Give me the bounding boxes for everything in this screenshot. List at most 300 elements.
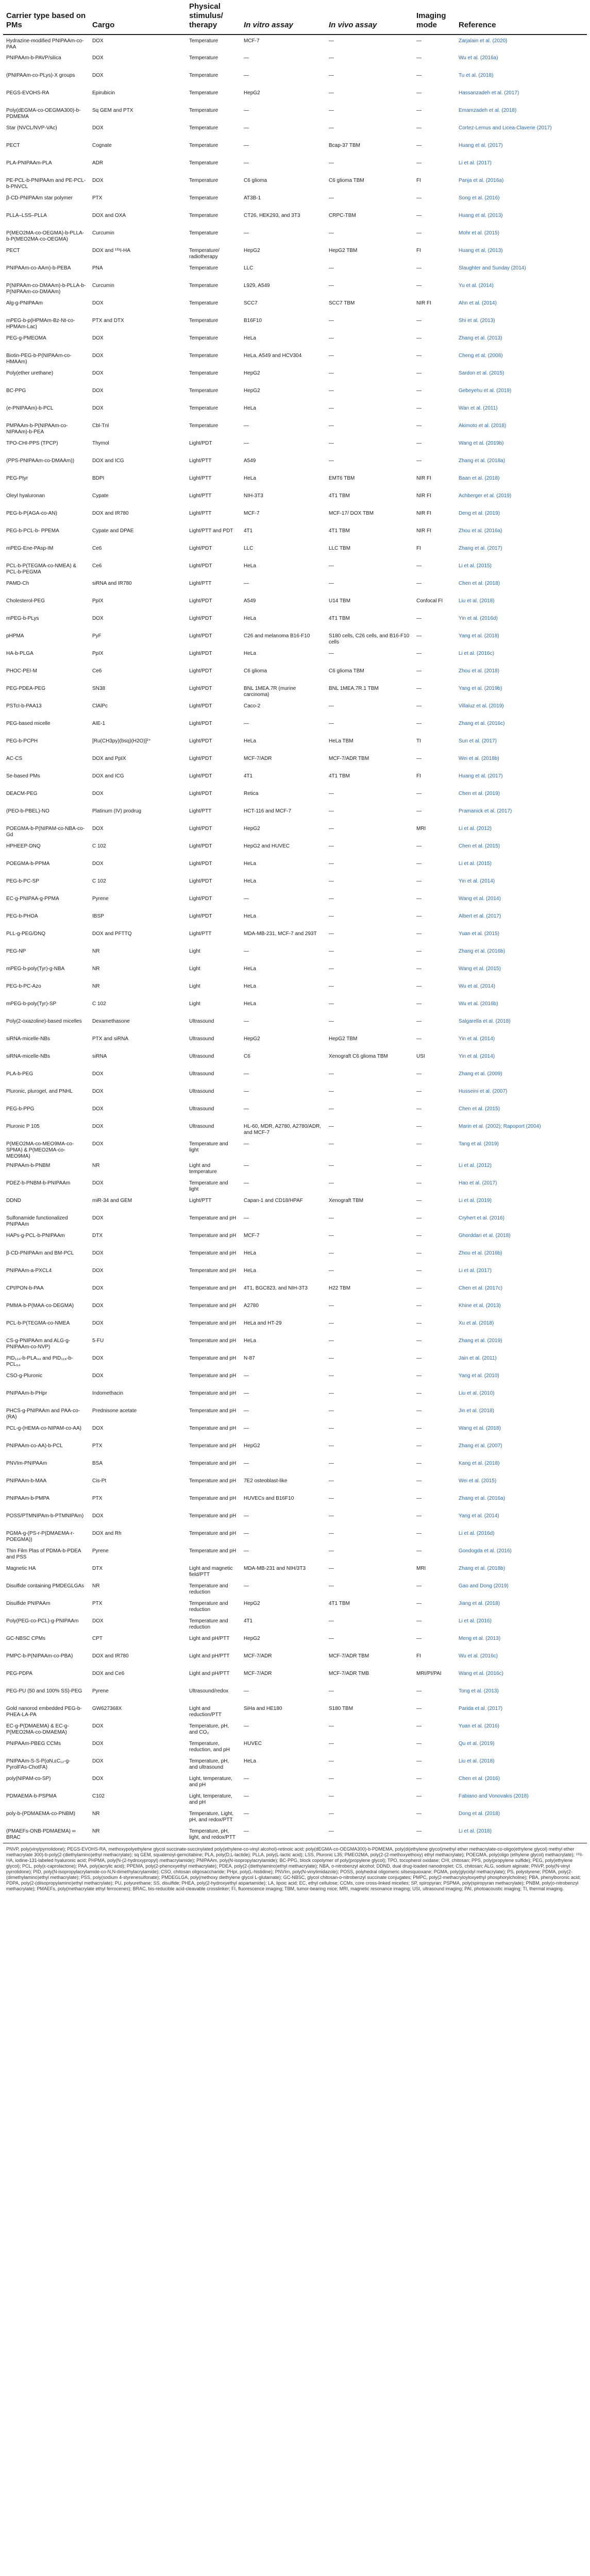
cell-imaging: — [416, 335, 422, 341]
cell-in-vivo: BNL 1MEA.7R.1 TBM [329, 686, 379, 691]
cell-cargo: DOX [92, 1373, 104, 1379]
cell-in-vivo: C6 glioma TBM [329, 668, 364, 674]
cell-cargo: PTX and DTX [92, 318, 124, 324]
cell-cargo: DOX [92, 1089, 104, 1094]
cell-reference[interactable]: Cheng et al. (2008) [459, 353, 503, 359]
cell-stimulus: Temperature and pH [189, 1233, 237, 1239]
cell-reference[interactable]: Khine et al. (2013) [459, 1303, 501, 1309]
cell-in-vivo: — [329, 721, 334, 726]
cell-cargo: DOX [92, 178, 104, 183]
table-row [3, 1650, 587, 1668]
cell-in-vivo: — [329, 1618, 334, 1624]
cell-imaging: FI [416, 178, 421, 183]
cell-reference[interactable]: Mohr et al. (2015) [459, 230, 499, 236]
cell-in-vivo: Xenograft C6 glioma TBM [329, 1054, 388, 1059]
cell-in-vitro: Capan-1 and CD18/HPAF [244, 1198, 303, 1204]
cell-cargo: PTX and siRNA [92, 1036, 129, 1042]
cell-stimulus: Ultrasound [189, 1019, 214, 1024]
cell-in-vitro: — [244, 1163, 249, 1168]
table-header [3, 0, 587, 35]
cell-reference[interactable]: Zhou et al. (2018) [459, 668, 499, 674]
cell-carrier: P(MEO2MA-co-MEO9MA-co-SPMA) & P(MEO2MA-co-MEO9MA) [6, 1141, 74, 1159]
cell-cargo: IBSP [92, 913, 104, 919]
cell-imaging: FI [416, 1653, 421, 1659]
header-reference: Reference [456, 0, 587, 35]
cell-reference[interactable]: Emamzadeh et al. (2018) [459, 108, 517, 113]
cell-reference[interactable]: Yin et al. (2016d) [459, 616, 498, 621]
cell-imaging: — [416, 1198, 422, 1204]
cell-reference[interactable]: Zhang et al. (2016c) [459, 721, 505, 726]
cell-carrier: PEG-PDEA-PEG [6, 686, 46, 691]
cell-reference[interactable]: Zhang et al. (2019) [459, 1338, 502, 1344]
cell-cargo: DOX [92, 791, 104, 796]
cell-in-vitro: — [244, 1461, 249, 1466]
cell-imaging: — [416, 1106, 422, 1112]
table-row [3, 788, 587, 805]
cell-stimulus: Temperature and pH [189, 1303, 237, 1309]
cell-cargo: DOX [92, 1250, 104, 1256]
cell-in-vitro: — [244, 1548, 249, 1554]
cell-reference[interactable]: Tang et al. (2019) [459, 1141, 499, 1147]
cell-cargo: DOX and Rh [92, 1531, 122, 1536]
cell-cargo: DOX [92, 353, 104, 359]
cell-reference[interactable]: Wu et al. (2014) [459, 984, 495, 989]
cell-reference[interactable]: Liu et al. (2018) [459, 1758, 495, 1764]
cell-in-vitro: HeLa [244, 913, 256, 919]
cell-reference[interactable]: Huang et al. (2013) [459, 213, 503, 218]
cell-carrier: siRNA-micelle-NBs [6, 1036, 50, 1042]
cell-in-vitro: — [244, 1811, 249, 1817]
table-row [3, 1387, 587, 1405]
cell-stimulus: Light/PTT [189, 476, 212, 481]
cell-reference[interactable]: Zhou et al. (2016a) [459, 528, 502, 534]
cell-carrier: PEG-b-PC-Azo [6, 984, 41, 989]
cell-reference[interactable]: Li et al. (2016) [459, 1618, 492, 1624]
cell-stimulus: Temperature [189, 388, 218, 394]
cell-stimulus: Light and pH/PTT [189, 1636, 230, 1641]
cell-in-vivo: MCF-7/ADR TMB [329, 1671, 369, 1676]
table-row [3, 140, 587, 157]
cell-reference[interactable]: Gebeyehu et al. (2019) [459, 388, 512, 394]
cell-in-vivo: — [329, 265, 334, 271]
cell-reference[interactable]: Huang et al. (2013) [459, 248, 503, 253]
cell-carrier: mPEG-b-p(HPMAm-Bz-Nt-co-HPMAm-Lac) [6, 318, 75, 330]
cell-reference[interactable]: Li et al. (2019) [459, 1198, 492, 1204]
cell-reference[interactable]: Zarjalain et al. (2020) [459, 38, 508, 44]
cell-stimulus: Temperature and pH [189, 1478, 237, 1484]
cell-carrier: Star (NVCL/NVP-VAc) [6, 125, 57, 131]
cell-reference[interactable]: Deng et al. (2019) [459, 511, 500, 516]
cell-in-vitro: BNL 1MEA.7R (murine carcinoma) [244, 686, 296, 698]
cell-cargo: DTX [92, 1233, 103, 1239]
table-row [3, 595, 587, 613]
cell-reference[interactable]: Yang et al. (2014) [459, 1513, 499, 1519]
cell-stimulus: Light [189, 948, 200, 954]
cell-stimulus: Temperature [189, 195, 218, 201]
table-row [3, 1352, 587, 1370]
table-row [3, 1282, 587, 1300]
cell-reference[interactable]: Li et al. (2015) [459, 563, 492, 569]
cell-in-vitro: HUVECs and B16F10 [244, 1496, 294, 1501]
cell-reference[interactable]: Dong et al. (2018) [459, 1811, 500, 1817]
cell-in-vitro: 4T1, BGC823, and NIH-3T3 [244, 1285, 308, 1291]
cell-in-vivo: — [329, 38, 334, 44]
cell-cargo: DOX [92, 616, 104, 621]
cell-stimulus: Temperature [189, 125, 218, 131]
cell-reference[interactable]: Li et al. (2016d) [459, 1531, 495, 1536]
cell-reference[interactable]: Huang et al. (2017) [459, 773, 503, 779]
table-row [3, 1703, 587, 1720]
cell-imaging: — [416, 878, 422, 884]
cell-in-vivo: H22 TBM [329, 1285, 351, 1291]
cell-reference[interactable]: Li et al. (2017) [459, 1268, 492, 1274]
cell-reference[interactable]: Baan et al. (2018) [459, 476, 500, 481]
table-row [3, 1335, 587, 1352]
cell-reference[interactable]: Li et al. (2018) [459, 1828, 492, 1834]
cell-reference[interactable]: Liu et al. (2018) [459, 598, 495, 604]
cell-reference[interactable]: Marin et al. (2002); Rapoport (2004) [459, 1124, 541, 1129]
cell-reference[interactable]: Chen et al. (2019) [459, 791, 500, 796]
cell-stimulus: Temperature [189, 423, 218, 429]
cell-stimulus: Light/PDT [189, 546, 212, 551]
header-stimulus: Physical stimulus/ therapy [186, 0, 241, 35]
cell-reference[interactable]: Shi et al. (2013) [459, 318, 495, 324]
cell-reference[interactable]: Albert et al. (2017) [459, 913, 501, 919]
cell-in-vivo: — [329, 1141, 334, 1147]
table-row [3, 1720, 587, 1738]
cell-imaging: — [416, 1355, 422, 1361]
cell-imaging: — [416, 1636, 422, 1641]
cell-in-vivo: — [329, 826, 334, 832]
table-row [3, 1033, 587, 1050]
cell-reference[interactable]: Wu et al. (2016c) [459, 1653, 498, 1659]
cell-cargo: Pyrene [92, 1548, 109, 1554]
cell-cargo: Pyrene [92, 1688, 109, 1694]
cell-imaging: — [416, 1496, 422, 1501]
cell-in-vivo: — [329, 931, 334, 937]
cell-reference[interactable]: Yin et al. (2014) [459, 1036, 495, 1042]
table-row [3, 525, 587, 543]
cell-stimulus: Temperature, Light, pH, and redox/PTT [189, 1811, 234, 1823]
cell-reference[interactable]: Yang et al. (2010) [459, 1373, 499, 1379]
cell-stimulus: Light/PTT [189, 1198, 212, 1204]
cell-in-vivo: — [329, 1478, 334, 1484]
cell-reference[interactable]: Panja et al. (2016a) [459, 178, 504, 183]
cell-in-vivo: — [329, 948, 334, 954]
cell-reference[interactable]: Zhang et al. (2016b) [459, 948, 505, 954]
cell-reference[interactable]: Hassanzadeh et al. (2017) [459, 90, 519, 96]
cell-carrier: PNIPAAm-b-PMPA [6, 1496, 50, 1501]
cell-reference[interactable]: Chen et al. (2015) [459, 1106, 500, 1112]
cell-in-vivo: — [329, 703, 334, 709]
cell-reference[interactable]: Zhang et al. (2009) [459, 1071, 502, 1077]
cell-reference[interactable]: Slaughter and Sunday (2014) [459, 265, 526, 271]
cell-reference[interactable]: Wu et al. (2016b) [459, 1001, 498, 1007]
cell-in-vivo: — [329, 230, 334, 236]
cell-cargo: PyF [92, 633, 102, 639]
cell-reference[interactable]: Li et al. (2012) [459, 826, 492, 832]
cell-carrier: Sulfonamide functionalized PNIPAAm [6, 1215, 68, 1227]
cell-reference[interactable]: Wu et al. (2016a) [459, 55, 498, 61]
cell-reference[interactable]: Salgarella et al. (2018) [459, 1019, 511, 1024]
table-body [3, 35, 587, 1843]
cell-stimulus: Light/PDT [189, 598, 212, 604]
cell-reference[interactable]: Tong et al. (2013) [459, 1688, 499, 1694]
cell-cargo: DOX [92, 1426, 104, 1431]
cell-reference[interactable]: Zhang et al. (2018b) [459, 1566, 505, 1571]
cell-stimulus: Light/PDT [189, 861, 212, 867]
cell-imaging: — [416, 1601, 422, 1606]
cell-in-vitro: — [244, 55, 249, 61]
cell-stimulus: Temperature and pH [189, 1496, 237, 1501]
cell-reference[interactable]: Gao and Dong (2019) [459, 1583, 509, 1589]
cell-reference[interactable]: Jain et al. (2011) [459, 1355, 497, 1361]
cell-cargo: Cis-Pt [92, 1478, 107, 1484]
cell-imaging: — [416, 1233, 422, 1239]
cell-carrier: Thin Film Plas of PDMA-b-PDEA and PSS [6, 1548, 81, 1560]
cell-imaging: — [416, 1019, 422, 1024]
cell-reference[interactable]: Pramanick et al. (2017) [459, 808, 512, 814]
table-row [3, 1668, 587, 1685]
cell-in-vivo: — [329, 1531, 334, 1536]
cell-in-vivo: — [329, 878, 334, 884]
cell-reference[interactable]: Chen et al. (2017c) [459, 1285, 503, 1291]
cell-imaging: — [416, 160, 422, 166]
table-row [3, 1160, 587, 1177]
cell-imaging: — [416, 1268, 422, 1274]
cell-in-vivo: SCC7 TBM [329, 300, 355, 306]
cell-in-vivo: LLC TBM [329, 546, 351, 551]
cell-reference[interactable]: Zhang et al. (2013) [459, 335, 502, 341]
table-row [3, 753, 587, 770]
cell-carrier: PNIPAAm-b-PHpr [6, 1391, 47, 1396]
cell-reference[interactable]: Wan et al. (2011) [459, 405, 498, 411]
cell-stimulus: Temperature [189, 370, 218, 376]
cell-in-vivo: — [329, 160, 334, 166]
cell-reference[interactable]: Wang et al. (2014) [459, 896, 501, 902]
cell-in-vivo: — [329, 808, 334, 814]
header-row [3, 0, 587, 35]
cell-reference[interactable]: Xu et al. (2018) [459, 1320, 494, 1326]
cell-reference[interactable]: Chen et al. (2016) [459, 1776, 500, 1782]
cell-reference[interactable]: Li et al. (2015) [459, 861, 492, 867]
header-carrier-type: Carrier type based on PMs [3, 0, 89, 35]
cell-in-vitro: — [244, 1019, 249, 1024]
cell-reference[interactable]: Achberger et al. (2019) [459, 493, 512, 499]
cell-cargo: Pyrene [92, 896, 109, 902]
cell-reference[interactable]: Jiang et al. (2018) [459, 1601, 500, 1606]
cell-carrier: CPt/PON-b-PAA [6, 1285, 44, 1291]
cell-reference[interactable]: Parida et al. (2017) [459, 1706, 503, 1711]
cell-imaging: — [416, 38, 422, 44]
cell-reference[interactable]: Akimoto et al. (2018) [459, 423, 507, 429]
cell-carrier: (e-PNIPAAm)-b-PCL [6, 405, 54, 411]
cell-reference[interactable]: Yin et al. (2014) [459, 1054, 495, 1059]
cell-in-vitro: MDA-MB-231, MCF-7 and 293T [244, 931, 317, 937]
cell-reference[interactable]: Fabiano and Vonovakis (2018) [459, 1793, 529, 1799]
cell-in-vivo: Bcap-37 TBM [329, 143, 360, 148]
cell-reference[interactable]: Wei et al. (2018b) [459, 756, 499, 761]
cell-carrier: PEG-PDPA [6, 1671, 32, 1676]
table-row [3, 367, 587, 385]
cell-reference[interactable]: Yuan et al. (2015) [459, 931, 499, 937]
cell-imaging: — [416, 1303, 422, 1309]
table-row [3, 840, 587, 858]
cell-cargo: DOX [92, 861, 104, 867]
cell-reference[interactable]: Liu et al. (2010) [459, 1391, 495, 1396]
cell-stimulus: Temperature and pH [189, 1215, 237, 1221]
cell-in-vivo: U14 TBM [329, 598, 351, 604]
cell-reference[interactable]: Li et al. (2012) [459, 1163, 492, 1168]
cell-cargo: Cbl-Tnl [92, 423, 109, 429]
cell-cargo: BSA [92, 1461, 103, 1466]
cell-cargo: DOX and IR780 [92, 1653, 129, 1659]
cell-reference[interactable]: Qu et al. (2019) [459, 1741, 495, 1747]
cell-reference[interactable]: Wang et al. (2019b) [459, 440, 504, 446]
cell-stimulus: Light/PTT [189, 493, 212, 499]
table-row [3, 1317, 587, 1335]
cell-in-vivo: — [329, 563, 334, 569]
cell-cargo: DOX [92, 1268, 104, 1274]
table-row [3, 823, 587, 840]
cell-reference[interactable]: Gondogda et al. (2016) [459, 1548, 512, 1554]
cell-in-vitro: HUVEC [244, 1741, 262, 1747]
cell-reference[interactable]: Huang et al. (2017) [459, 143, 503, 148]
cell-reference[interactable]: Sardon et al. (2015) [459, 370, 504, 376]
cell-reference[interactable]: Villaluz et al. (2019) [459, 703, 504, 709]
cell-in-vivo: — [329, 1303, 334, 1309]
header-cargo: Cargo [89, 0, 186, 35]
table-row [3, 350, 587, 367]
cell-imaging: — [416, 265, 422, 271]
cell-carrier: PNIPAAm-b-MAA [6, 1478, 47, 1484]
cell-imaging: — [416, 1338, 422, 1344]
cell-reference[interactable]: Chen et al. (2015) [459, 843, 500, 849]
cell-reference[interactable]: Li et al. (2016c) [459, 651, 494, 656]
cell-reference[interactable]: Tu et al. (2018) [459, 73, 494, 78]
cell-in-vivo: EMT6 TBM [329, 476, 355, 481]
cell-cargo: DOX [92, 1758, 104, 1764]
cell-imaging: — [416, 1124, 422, 1129]
table-row [3, 262, 587, 280]
cell-in-vivo: — [329, 791, 334, 796]
cell-imaging: MRI [416, 1566, 426, 1571]
table-row [3, 560, 587, 578]
cell-imaging: — [416, 195, 422, 201]
cell-reference[interactable]: Yang et al. (2018) [459, 633, 499, 639]
cell-reference[interactable]: Cortez-Lemus and Licea-Claverie (2017) [459, 125, 552, 131]
pm-carriers-table [3, 0, 587, 1843]
cell-reference[interactable]: Cryhert et al. (2016) [459, 1215, 504, 1221]
cell-stimulus: Temperature and pH [189, 1513, 237, 1519]
cell-imaging: — [416, 1723, 422, 1729]
cell-carrier: PNIPAAm-S-S-P(αN,εC₁₂-g-PyrolFAs-ChotFA) [6, 1758, 71, 1770]
cell-carrier: Pluronic P 105 [6, 1124, 40, 1129]
cell-in-vivo: — [329, 1723, 334, 1729]
cell-stimulus: Temperature and pH [189, 1268, 237, 1274]
cell-imaging: — [416, 1391, 422, 1396]
cell-stimulus: Temperature and reduction [189, 1583, 228, 1595]
cell-cargo: DOX [92, 1320, 104, 1326]
cell-reference[interactable]: Sun et al. (2017) [459, 738, 497, 744]
cell-reference[interactable]: Hao et al. (2017) [459, 1180, 497, 1186]
cell-carrier: P(NIPAAm-co-DMAAm)-b-PLLA-b-P(NIPAAm-co-DMAAm) [6, 283, 86, 295]
cell-reference[interactable]: Yuan et al. (2016) [459, 1723, 499, 1729]
cell-reference[interactable]: Song et al. (2016) [459, 195, 500, 201]
cell-stimulus: Light/PDT [189, 686, 212, 691]
table-row [3, 315, 587, 332]
cell-carrier: Disulfide PNIPAAm [6, 1601, 50, 1606]
cell-in-vivo: — [329, 318, 334, 324]
cell-in-vivo: MCF-7/ADR TBM [329, 1653, 369, 1659]
cell-reference[interactable]: Zhang et al. (2017) [459, 546, 502, 551]
cell-reference[interactable]: Yu et al. (2014) [459, 283, 494, 289]
cell-stimulus: Temperature and light [189, 1180, 228, 1192]
cell-in-vivo: — [329, 1793, 334, 1799]
table-row [3, 1580, 587, 1598]
cell-reference[interactable]: Ghorddari et al. (2018) [459, 1233, 511, 1239]
cell-reference[interactable]: Zhang et al. (2016a) [459, 1496, 505, 1501]
cell-reference[interactable]: Husseini et al. (2007) [459, 1089, 508, 1094]
cell-reference[interactable]: Wang et al. (2016c) [459, 1671, 503, 1676]
table-row [3, 437, 587, 455]
table-row [3, 157, 587, 175]
cell-stimulus: Light and temperature [189, 1163, 217, 1175]
cell-reference[interactable]: Wang et al. (2015) [459, 966, 501, 972]
cell-stimulus: Temperature [189, 160, 218, 166]
table-row [3, 1493, 587, 1510]
cell-carrier: PECT [6, 143, 20, 148]
cell-stimulus: Temperature and reduction [189, 1601, 228, 1613]
cell-reference[interactable]: Li et al. (2017) [459, 160, 492, 166]
cell-reference[interactable]: Ahn et al. (2014) [459, 300, 497, 306]
cell-imaging: — [416, 791, 422, 796]
cell-carrier: Biotin-PEG-b-P(NIPAAm-co-HMAAm) [6, 353, 72, 365]
cell-cargo: DOX and ICG [92, 773, 124, 779]
cell-reference[interactable]: Chen et al. (2018) [459, 581, 500, 586]
cell-imaging: FI [416, 248, 421, 253]
cell-stimulus: Temperature [189, 230, 218, 236]
cell-in-vivo: — [329, 55, 334, 61]
cell-imaging: — [416, 423, 422, 429]
cell-imaging: — [416, 405, 422, 411]
table-row [3, 35, 587, 52]
cell-reference[interactable]: Meng et al. (2013) [459, 1636, 501, 1641]
cell-reference[interactable]: Zhou et al. (2016b) [459, 1250, 502, 1256]
table-row [3, 245, 587, 262]
cell-reference[interactable]: Yang et al. (2019b) [459, 686, 502, 691]
table-row [3, 893, 587, 910]
cell-reference[interactable]: Zhang et al. (2018a) [459, 458, 505, 464]
table-row [3, 385, 587, 402]
cell-imaging: — [416, 1426, 422, 1431]
cell-in-vivo: — [329, 581, 334, 586]
cell-stimulus: Temperature and pH [189, 1443, 237, 1449]
cell-cargo: Ce6 [92, 546, 102, 551]
cell-reference[interactable]: Wei et al. (2015) [459, 1478, 497, 1484]
cell-imaging: — [416, 1548, 422, 1554]
cell-reference[interactable]: Kang et al. (2018) [459, 1461, 500, 1466]
cell-carrier: PHCS-g-PNIPAAm and PAA-co-(RA) [6, 1408, 80, 1420]
cell-imaging: — [416, 913, 422, 919]
cell-reference[interactable]: Zhang et al. (2007) [459, 1443, 502, 1449]
cell-stimulus: Light/PDT [189, 721, 212, 726]
cell-in-vitro: HeLa, A549 and HCV304 [244, 353, 302, 359]
cell-reference[interactable]: Yin et al. (2014) [459, 878, 495, 884]
cell-reference[interactable]: Wang et al. (2018) [459, 1426, 501, 1431]
cell-reference[interactable]: Jin et al. (2018) [459, 1408, 494, 1414]
cell-stimulus: Light/PDT [189, 616, 212, 621]
